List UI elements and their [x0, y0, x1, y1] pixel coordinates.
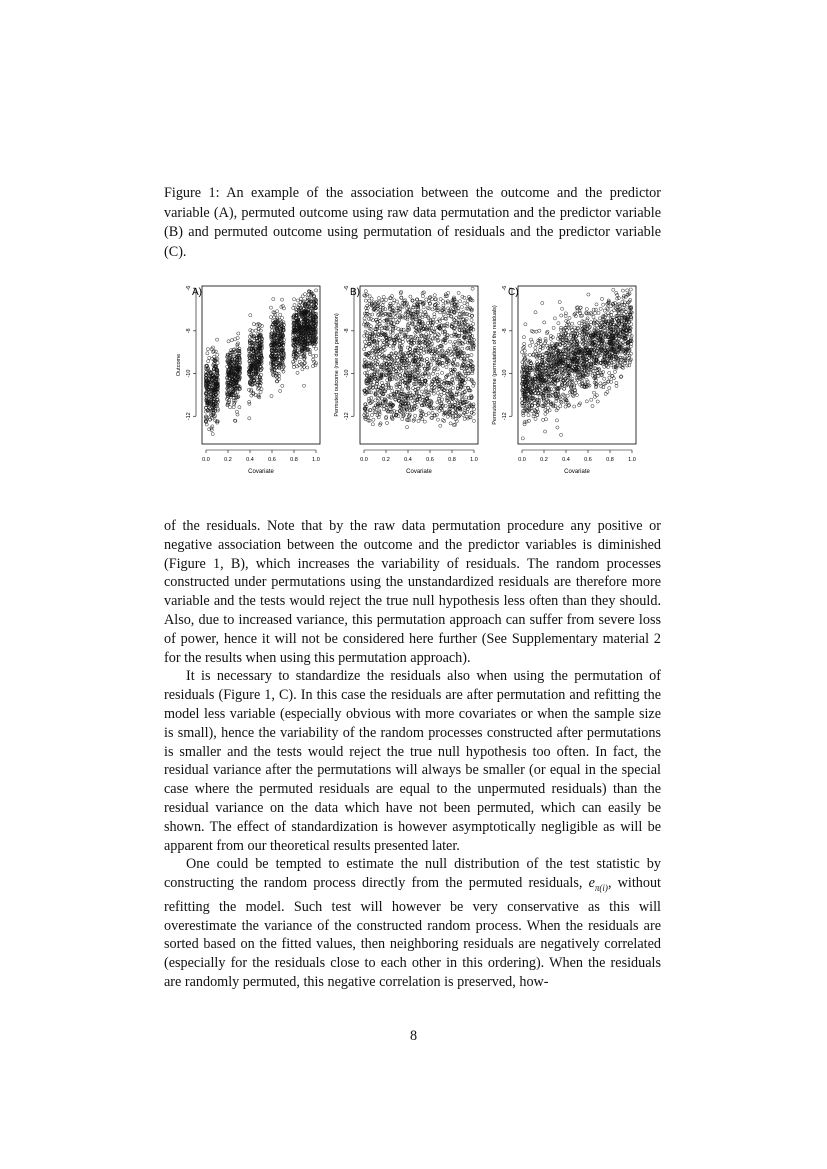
point	[440, 350, 443, 353]
point	[424, 413, 427, 416]
point	[441, 371, 444, 374]
point	[292, 362, 295, 365]
point	[607, 312, 610, 315]
y-tick-label: -10	[186, 369, 192, 378]
point	[599, 382, 602, 385]
y-tick-label: -12	[186, 412, 192, 421]
point	[363, 334, 366, 337]
point	[370, 413, 373, 416]
point	[386, 403, 389, 406]
point	[378, 316, 381, 319]
point	[461, 347, 464, 350]
point	[258, 396, 261, 399]
x-tick-label: 0.6	[268, 457, 276, 463]
point	[396, 334, 399, 337]
point	[468, 313, 471, 316]
point	[302, 384, 305, 387]
point	[466, 303, 469, 306]
point	[612, 288, 615, 291]
point	[430, 363, 433, 366]
point	[207, 360, 210, 363]
point	[211, 425, 214, 428]
point	[238, 406, 241, 409]
figure-1	[168, 282, 658, 478]
y-tick-label: -6	[344, 285, 350, 291]
point	[236, 336, 239, 339]
point	[568, 316, 571, 319]
x-tick-label: 0.4	[246, 457, 254, 463]
point	[281, 298, 284, 301]
point	[534, 402, 537, 405]
point	[421, 295, 424, 298]
point	[309, 353, 312, 356]
y-tick-label: -8	[186, 328, 192, 334]
point	[460, 306, 463, 309]
point	[452, 318, 455, 321]
panel-b	[334, 286, 478, 475]
point	[590, 398, 593, 401]
point	[450, 310, 453, 313]
y-tick-label: -8	[344, 328, 350, 334]
point	[276, 310, 279, 313]
point	[227, 340, 230, 343]
point	[466, 410, 469, 413]
point	[432, 407, 435, 410]
point	[534, 346, 537, 349]
point	[560, 314, 563, 317]
point	[595, 303, 598, 306]
point	[575, 381, 578, 384]
point	[576, 309, 579, 312]
point	[429, 331, 432, 334]
point	[251, 330, 254, 333]
point	[314, 289, 317, 292]
point	[391, 331, 394, 334]
point	[524, 323, 527, 326]
point	[407, 363, 410, 366]
point	[466, 323, 469, 326]
point	[437, 339, 440, 342]
point	[470, 353, 473, 356]
point	[436, 391, 439, 394]
point	[400, 377, 403, 380]
point	[259, 391, 262, 394]
point	[472, 322, 475, 325]
point	[455, 316, 458, 319]
point	[376, 360, 379, 363]
point	[457, 291, 460, 294]
point	[544, 418, 547, 421]
point	[537, 352, 540, 355]
point	[392, 347, 395, 350]
scatter-points	[520, 288, 633, 440]
point	[439, 424, 442, 427]
point	[249, 314, 252, 317]
point	[208, 356, 211, 359]
point	[422, 306, 425, 309]
point	[528, 353, 531, 356]
point	[560, 401, 563, 404]
point	[279, 313, 282, 316]
point	[414, 414, 417, 417]
point	[270, 395, 273, 398]
point	[592, 391, 595, 394]
point	[449, 422, 452, 425]
point	[401, 417, 404, 420]
point	[586, 317, 589, 320]
point	[466, 347, 469, 350]
point	[436, 368, 439, 371]
point	[568, 403, 571, 406]
point	[411, 352, 414, 355]
point	[472, 419, 475, 422]
point	[232, 397, 235, 400]
point	[521, 437, 524, 440]
point	[442, 313, 445, 316]
point	[402, 413, 405, 416]
point	[292, 306, 295, 309]
point	[547, 406, 550, 409]
point	[548, 409, 551, 412]
point	[435, 413, 438, 416]
point	[542, 418, 545, 421]
point	[377, 297, 380, 300]
point	[301, 368, 304, 371]
point	[560, 326, 563, 329]
point	[420, 363, 423, 366]
point	[299, 297, 302, 300]
point	[448, 340, 451, 343]
point	[541, 301, 544, 304]
point	[260, 388, 263, 391]
point	[441, 398, 444, 401]
point	[433, 294, 436, 297]
y-tick-label: -12	[344, 412, 350, 421]
point	[449, 368, 452, 371]
y-axis-label: Permuted outcome (raw data permutation)	[334, 313, 340, 417]
point	[398, 333, 401, 336]
point	[236, 390, 239, 393]
point	[385, 421, 388, 424]
point	[279, 389, 282, 392]
point	[406, 302, 409, 305]
point	[446, 415, 449, 418]
point	[533, 413, 536, 416]
point	[523, 342, 526, 345]
point	[538, 388, 541, 391]
point	[237, 332, 240, 335]
point	[249, 329, 252, 332]
point	[460, 332, 463, 335]
point	[616, 293, 619, 296]
point	[606, 307, 609, 310]
point	[597, 311, 600, 314]
panel-c	[492, 286, 636, 475]
point	[417, 419, 420, 422]
point	[433, 382, 436, 385]
point	[364, 344, 367, 347]
point	[436, 418, 439, 421]
point	[248, 417, 251, 420]
point	[596, 400, 599, 403]
point	[539, 396, 542, 399]
point	[591, 404, 594, 407]
point	[401, 337, 404, 340]
point	[375, 382, 378, 385]
panel-a	[176, 286, 320, 475]
point	[557, 376, 560, 379]
point	[557, 322, 560, 325]
point	[470, 318, 473, 321]
point	[441, 317, 444, 320]
point	[418, 337, 421, 340]
point	[561, 307, 564, 310]
point	[436, 401, 439, 404]
point	[544, 430, 547, 433]
point	[566, 394, 569, 397]
point	[314, 347, 317, 350]
point	[441, 299, 444, 302]
point	[602, 386, 605, 389]
point	[445, 366, 448, 369]
x-tick-label: 0.8	[448, 457, 456, 463]
point	[607, 314, 610, 317]
point	[292, 360, 295, 363]
point	[414, 310, 417, 313]
point	[371, 423, 374, 426]
point	[397, 304, 400, 307]
point	[252, 323, 255, 326]
point	[410, 366, 413, 369]
point	[382, 295, 385, 298]
point	[371, 361, 374, 364]
point	[431, 411, 434, 414]
point	[408, 308, 411, 311]
point	[211, 433, 214, 436]
figure-1-plots	[168, 282, 658, 478]
point	[206, 352, 209, 355]
point	[269, 316, 272, 319]
point	[367, 368, 370, 371]
point	[394, 316, 397, 319]
point	[457, 339, 460, 342]
point	[385, 298, 388, 301]
point	[363, 348, 366, 351]
point	[250, 394, 253, 397]
point	[534, 417, 537, 420]
point	[421, 313, 424, 316]
point	[306, 366, 309, 369]
point	[587, 293, 590, 296]
point	[420, 310, 423, 313]
point	[409, 295, 412, 298]
point	[452, 387, 455, 390]
point	[604, 392, 607, 395]
point	[425, 383, 428, 386]
figure-caption: Figure 1: An example of the association between the outcome and the predictor variable (A), permuted outcome using raw data permutation and the predictor variable (B) and permuted outcome using permutation of residuals and the predictor variable (C).	[164, 185, 661, 260]
point	[527, 414, 530, 417]
point	[466, 299, 469, 302]
y-tick-label: -10	[344, 369, 350, 378]
point	[395, 300, 398, 303]
point	[271, 368, 274, 371]
point	[363, 340, 366, 343]
y-axis-label: Outcome	[176, 353, 182, 377]
point	[392, 409, 395, 412]
panel-label: A)	[192, 287, 202, 298]
x-tick-label: 0.2	[224, 457, 232, 463]
point	[459, 300, 462, 303]
point	[452, 375, 455, 378]
point	[426, 321, 429, 324]
point	[594, 312, 597, 315]
point	[629, 288, 632, 291]
point	[585, 308, 588, 311]
point	[472, 384, 475, 387]
point	[626, 289, 629, 292]
point	[534, 311, 537, 314]
point	[464, 374, 467, 377]
point	[229, 406, 232, 409]
point	[608, 387, 611, 390]
point	[603, 309, 606, 312]
point	[613, 370, 616, 373]
point	[423, 420, 426, 423]
point	[248, 402, 251, 405]
point	[578, 321, 581, 324]
point	[471, 287, 474, 290]
point	[367, 317, 370, 320]
point	[435, 320, 438, 323]
point	[400, 328, 403, 331]
scatter-points	[363, 287, 476, 429]
point	[463, 302, 466, 305]
point	[269, 306, 272, 309]
point	[303, 293, 306, 296]
point	[442, 327, 445, 330]
point	[588, 326, 591, 329]
point	[431, 372, 434, 375]
point	[298, 360, 301, 363]
x-tick-label: 0.0	[360, 457, 368, 463]
point	[608, 371, 611, 374]
point	[450, 334, 453, 337]
point	[592, 308, 595, 311]
x-tick-label: 0.4	[404, 457, 412, 463]
point	[544, 412, 547, 415]
point	[603, 377, 606, 380]
point	[370, 381, 373, 384]
point	[372, 418, 375, 421]
point	[560, 433, 563, 436]
point	[600, 385, 603, 388]
point	[296, 371, 299, 374]
x-tick-label: 0.8	[290, 457, 298, 463]
point	[312, 358, 315, 361]
point	[391, 389, 394, 392]
point	[555, 419, 558, 422]
point	[615, 292, 618, 295]
point	[430, 357, 433, 360]
point	[434, 326, 437, 329]
y-tick-label: -6	[186, 285, 192, 291]
x-tick-label: 1.0	[470, 457, 478, 463]
point	[281, 384, 284, 387]
point	[374, 399, 377, 402]
point	[421, 390, 424, 393]
point	[433, 368, 436, 371]
point	[364, 290, 367, 293]
point	[608, 376, 611, 379]
point	[364, 299, 367, 302]
point	[553, 317, 556, 320]
point	[529, 344, 532, 347]
point	[441, 349, 444, 352]
point	[600, 297, 603, 300]
x-axis-label: Covariate	[248, 469, 274, 475]
x-tick-label: 0.2	[382, 457, 390, 463]
point	[421, 358, 424, 361]
point	[368, 295, 371, 298]
point	[469, 359, 472, 362]
point	[522, 414, 525, 417]
point	[532, 415, 535, 418]
point	[293, 298, 296, 301]
point	[260, 324, 263, 327]
x-tick-label: 1.0	[312, 457, 320, 463]
point	[216, 353, 219, 356]
point	[522, 336, 525, 339]
point	[236, 345, 239, 348]
point	[447, 291, 450, 294]
scatter-points	[204, 289, 317, 436]
point	[216, 338, 219, 341]
point	[433, 386, 436, 389]
panel-label: B)	[350, 287, 360, 298]
point	[436, 339, 439, 342]
point	[570, 326, 573, 329]
point	[401, 340, 404, 343]
point	[206, 348, 209, 351]
point	[446, 394, 449, 397]
point	[405, 426, 408, 429]
point	[573, 326, 576, 329]
x-tick-label: 0.0	[202, 457, 210, 463]
x-tick-label: 0.6	[426, 457, 434, 463]
point	[436, 373, 439, 376]
point	[292, 366, 295, 369]
point	[621, 289, 624, 292]
point	[585, 400, 588, 403]
point	[431, 359, 434, 362]
point	[606, 390, 609, 393]
point	[523, 423, 526, 426]
point	[467, 346, 470, 349]
x-axis-label: Covariate	[406, 469, 432, 475]
point	[272, 298, 275, 301]
point	[230, 339, 233, 342]
point	[574, 373, 577, 376]
